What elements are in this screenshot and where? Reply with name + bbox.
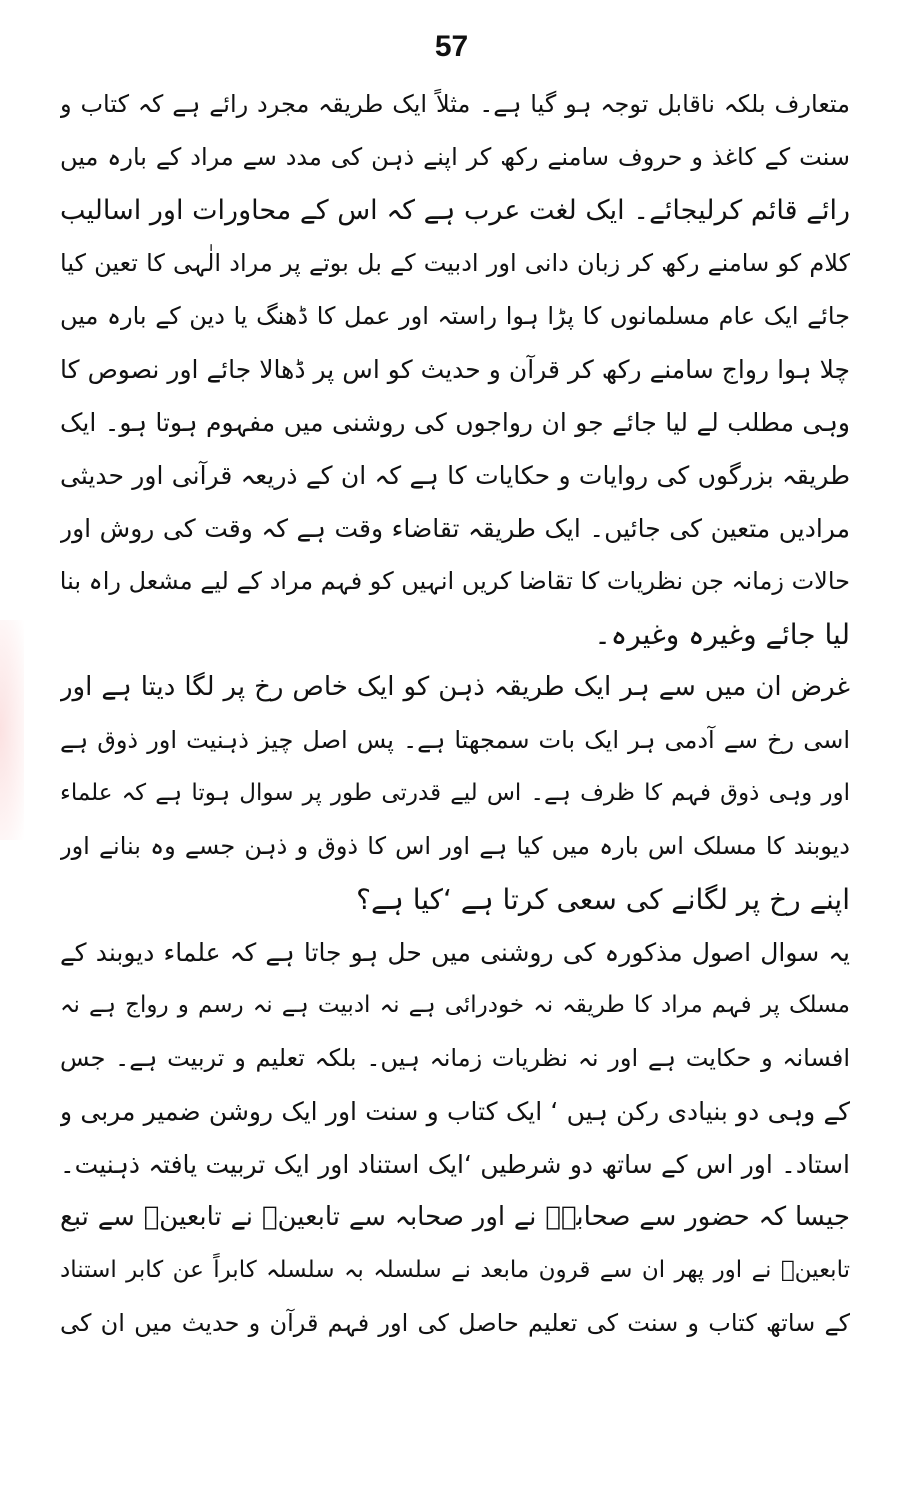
text-line: لیا جائے وغیرہ وغیرہ۔ (594, 618, 850, 651)
text-line: سنت کے کاغذ و حروف سامنے رکھ کر اپنے ذہن کی مدد سے مراد کے بارہ میں (60, 143, 850, 171)
page-text-body (60, 78, 850, 1350)
text-line: اور وہی ذوق فہم کا ظرف ہے۔ اس لیے قدرتی طور پر سوال ہوتا ہے کہ علماء (60, 780, 850, 806)
page-number: 57 (434, 30, 469, 63)
text-line: استاد۔ اور اس کے ساتھ دو شرطیں ‘ایک استناد اور ایک تربیت یافتہ ذہنیت۔ (60, 1150, 850, 1179)
text-line: وہی مطلب لے لیا جائے جو ان رواجوں کی روشنی میں مفہوم ہوتا ہو۔ ایک (60, 408, 850, 437)
text-line: طریقہ بزرگوں کی روایات و حکایات کا ہے کہ ان کے ذریعہ قرآنی اور حدیثی (60, 461, 850, 490)
text-line: غرض ان میں سے ہر ایک طریقہ ذہن کو ایک خاص رخ پر لگا دیتا ہے اور (60, 672, 850, 702)
page-stain (0, 620, 24, 840)
text-line: چلا ہوا رواج سامنے رکھ کر قرآن و حدیث کو اس پر ڈھالا جائے اور نصوص کا (60, 355, 850, 384)
text-line: متعارف بلکہ ناقابل توجہ ہو گیا ہے۔ مثلاً ایک طریقہ مجرد رائے ہے کہ کتاب و (60, 90, 850, 118)
text-line: جائے ایک عام مسلمانوں کا پڑا ہوا راستہ اور عمل کا ڈھنگ یا دین کے بارہ میں (60, 302, 850, 330)
text-line: مرادیں متعین کی جائیں۔ ایک طریقہ تقاضاء وقت ہے کہ وقت کی روش اور (60, 514, 850, 543)
text-line: حالات زمانہ جن نظریات کا تقاضا کریں انہیں کو فہم مراد کے لیے مشعل راہ بنا (60, 567, 850, 595)
text-line: مسلک پر فہم مراد کا طریقہ نہ خودرائی ہے نہ ادبیت ہے نہ رسم و رواج ہے نہ (60, 992, 850, 1018)
text-line: کلام کو سامنے رکھ کر زبان دانی اور ادبیت کے بل بوتے پر مراد الٰہی کا تعین کیا (60, 249, 850, 277)
text-line: اپنے رخ پر لگانے کی سعی کرتا ہے ‘کیا ہے؟ (356, 883, 850, 916)
text-line: افسانہ و حکایت ہے اور نہ نظریات زمانہ ہیں۔ بلکہ تعلیم و تربیت ہے۔ جس (60, 1044, 850, 1072)
text-line: رائے قائم کرلیجائے۔ ایک لغت عرب ہے کہ اس کے محاورات اور اسالیب (60, 195, 850, 226)
text-line: دیوبند کا مسلک اس بارہ میں کیا ہے اور اس کا ذوق و ذہن جسے وہ بنانے اور (60, 832, 850, 860)
text-line: جیسا کہ حضور سے صحابہؓ نے اور صحابہ سے تابعینؒ نے تابعینؒ سے تبع (60, 1202, 850, 1232)
text-line: یہ سوال اصول مذکورہ کی روشنی میں حل ہو جاتا ہے کہ علماء دیوبند کے (60, 938, 850, 967)
text-line: تابعینؒ نے اور پھر ان سے قرون مابعد نے سلسلہ بہ سلسلہ کابراً عن کابر استناد (60, 1257, 850, 1283)
text-line: کے وہی دو بنیادی رکن ہیں ‘ ایک کتاب و سنت اور ایک روشن ضمیر مربی و (60, 1097, 850, 1126)
text-line: کے ساتھ کتاب و سنت کی تعلیم حاصل کی اور فہم قرآن و حدیث میں ان کی (60, 1309, 850, 1337)
text-line: اسی رخ سے آدمی ہر ایک بات سمجھتا ہے۔ پس اصل چیز ذہنیت اور ذوق ہے (60, 726, 850, 754)
